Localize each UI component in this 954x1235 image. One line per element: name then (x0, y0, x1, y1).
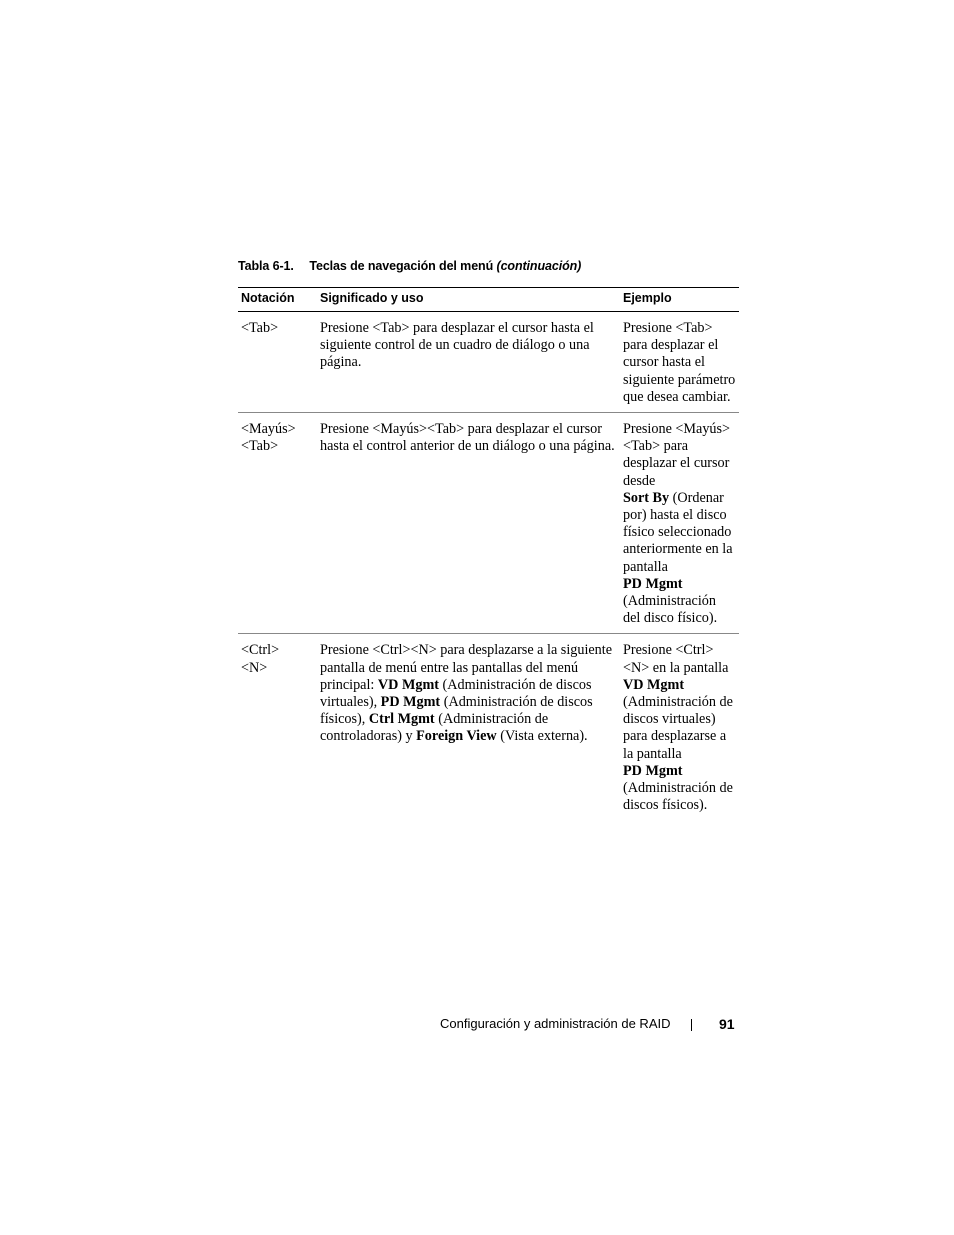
table-title: Teclas de navegación del menú (309, 259, 494, 273)
navigation-keys-table (238, 287, 739, 820)
ctrl-mgmt-term: Ctrl Mgmt (368, 711, 435, 728)
meaning-cell: Presione <Ctrl><N> para desplazarse a la siguiente pantalla de menú entre las pantallas del menú principal: VD Mgmt (Administración de discos virtuales), PD Mgmt (Administración de discos físicos), Ctrl Mgmt (Administración de controladoras) y Foreign View (Vista externa). (320, 642, 613, 745)
foreign-view-term: Foreign View (416, 728, 497, 745)
table-row (238, 312, 739, 413)
notation-cell: <Ctrl> <N> (241, 642, 280, 676)
header-notation: Notación (238, 288, 317, 312)
sort-by-term: Sort By (623, 489, 670, 506)
pd-mgmt-term: PD Mgmt (380, 694, 441, 711)
pd-mgmt-term: PD Mgmt (623, 762, 683, 779)
example-cell: Presione <Mayús><Tab> para desplazar el cursor desde Sort By (Ordenar por) hasta el disco físico seleccionado anteriormente en la pantalla PD Mgmt (Administración del disco físico). (620, 413, 739, 634)
vd-mgmt-term: VD Mgmt (623, 676, 685, 693)
table-row (238, 413, 739, 634)
table-header-row (238, 288, 739, 312)
footer-separator (691, 1019, 692, 1031)
footer-section-title: Configuración y administración de RAID (440, 1016, 671, 1031)
page-number: 91 (719, 1016, 735, 1032)
notation-cell: <Mayús> <Tab> (238, 413, 317, 634)
table-number: Tabla 6-1. (238, 259, 294, 273)
example-cell: Presione <Tab> para desplazar el cursor hasta el siguiente parámetro que desea cambiar. (620, 312, 739, 413)
meaning-cell: Presione <Mayús><Tab> para desplazar el cursor hasta el control anterior de un diálogo o una página. (317, 413, 620, 634)
example-cell: Presione <Ctrl><N> en la pantalla VD Mgmt (Administración de discos virtuales) para desplazarse a la pantalla PD Mgmt (Administración de discos físicos). (623, 642, 733, 814)
table-continuation: (continuación) (496, 259, 582, 273)
page-footer (440, 1016, 735, 1032)
vd-mgmt-term: VD Mgmt (377, 676, 439, 693)
table-row (238, 634, 739, 821)
header-example: Ejemplo (620, 288, 739, 312)
pd-mgmt-term: PD Mgmt (623, 575, 683, 592)
header-meaning: Significado y uso (317, 288, 620, 312)
notation-cell: <Tab> (238, 312, 317, 413)
table-caption (238, 259, 581, 273)
meaning-cell: Presione <Tab> para desplazar el cursor hasta el siguiente control de un cuadro de diálogo o una página. (317, 312, 620, 413)
